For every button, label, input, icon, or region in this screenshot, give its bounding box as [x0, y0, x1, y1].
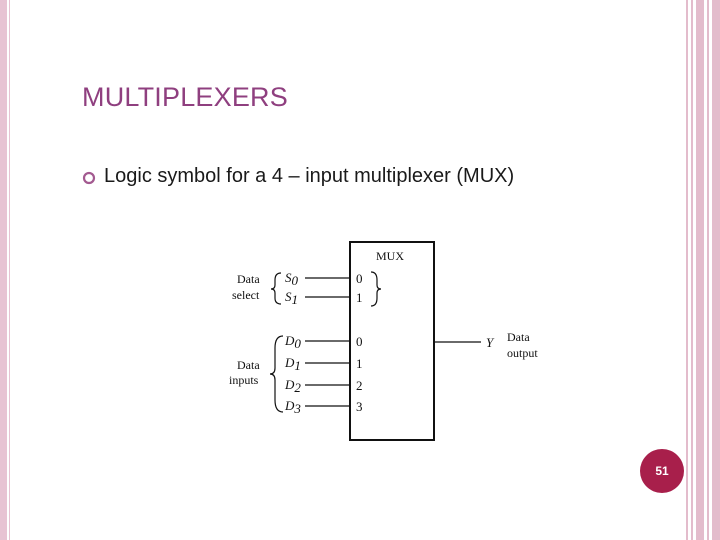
slide-title: MULTIPLEXERS: [82, 82, 288, 112]
slide-number-badge: 51: [640, 449, 684, 493]
port-number: 0: [356, 271, 363, 286]
mux-block-label: MUX: [376, 249, 405, 263]
port-number: 2: [356, 378, 363, 393]
output-label-1: Data: [507, 330, 530, 344]
left-border-line: [9, 0, 10, 540]
select-group-label-1: Data: [237, 272, 260, 286]
right-border-line: [691, 0, 693, 540]
data-symbol: D2: [285, 377, 301, 395]
input-group-label-2: inputs: [229, 373, 259, 387]
left-border-stripe: [0, 0, 7, 540]
mux-block: [350, 242, 434, 440]
right-border-stripe: [712, 0, 720, 540]
data-symbol: D1: [285, 355, 301, 373]
select-group-label-2: select: [232, 288, 260, 302]
select-symbol: S1: [285, 289, 298, 307]
input-group-label-1: Data: [237, 358, 260, 372]
input-brace: [270, 336, 283, 412]
right-border-line: [686, 0, 688, 540]
right-border-line: [707, 0, 709, 540]
right-border-stripe: [696, 0, 704, 540]
port-number: 3: [356, 399, 363, 414]
output-symbol: Y: [486, 335, 494, 350]
select-brace: [271, 273, 281, 304]
bullet-text: Logic symbol for a 4 – input multiplexer (MUX): [104, 165, 515, 187]
port-number: 1: [356, 356, 363, 371]
output-label-2: output: [507, 346, 538, 360]
port-number: 0: [356, 334, 363, 349]
mux-logic-symbol: [225, 238, 555, 444]
select-port-brace: [371, 272, 381, 306]
port-number: 1: [356, 290, 363, 305]
data-symbol: D3: [285, 398, 301, 416]
select-symbol: S0: [285, 270, 298, 288]
bullet-circle-icon: [82, 171, 96, 185]
data-symbol: D0: [285, 333, 301, 351]
